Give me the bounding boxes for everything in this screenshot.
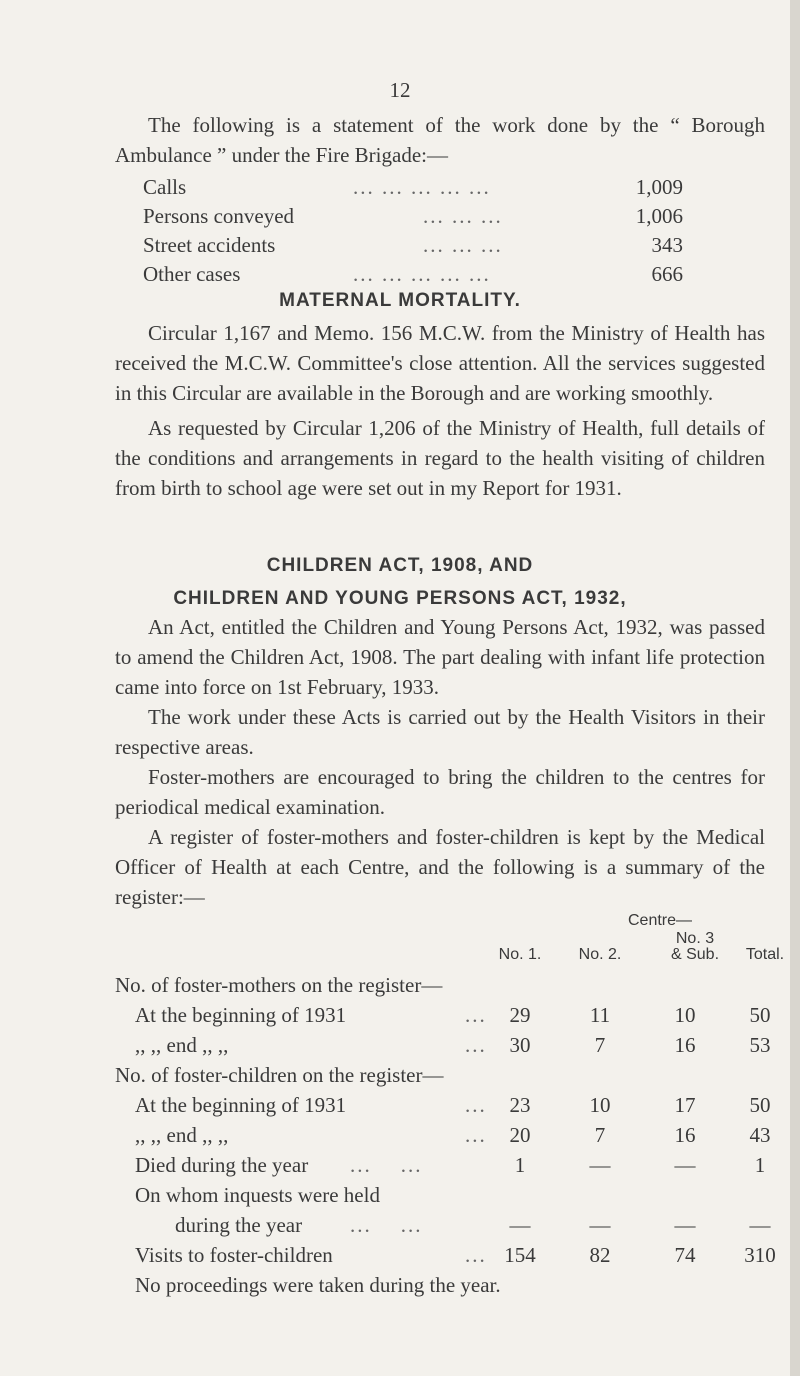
table-row: ,, ,, end ,, ,, ... 30 7 16 53 [115,1030,775,1060]
table-section-heading: No. of foster-mothers on the register— [115,973,443,997]
leader-dots: ... ... [350,1153,423,1177]
maternal-paragraph-2: As requested by Circular 1,206 of the Ministry of Health, full details of the conditions and arrangements in regard to the health visiting of children from birth to school age were set out in my Report for 1931. [115,416,765,500]
ambulance-intro: The following is a statement of the work done by the “ Borough Ambulance ” under the Fire Brigade:— [115,113,765,167]
leader-dots: ... [465,1033,487,1057]
heading-maternal-mortality: MATERNAL MORTALITY. [279,290,521,311]
table-row: Visits to foster-children ... 154 82 74 310 [115,1240,775,1270]
leader-dots: ... ... ... [423,233,503,257]
table-header-total: Total. [745,946,785,963]
ambulance-row-label: Other cases [143,262,241,286]
leader-dots: ... ... ... ... ... [353,262,491,286]
leader-dots: ... [465,1243,487,1267]
table-row: At the beginning of 1931 ... 29 11 10 50 [115,1000,775,1030]
table-row: during the year ... ... — — — — [115,1210,775,1240]
children-paragraph-2: The work under these Acts is carried out by the Health Visitors in their respective areas. [115,705,765,759]
heading-children-act-2: CHILDREN AND YOUNG PERSONS ACT, 1932, [173,588,627,609]
ambulance-row-value: 1,009 [635,175,683,199]
table-row: ,, ,, end ,, ,, ... 20 7 16 43 [115,1120,775,1150]
ambulance-row-label: Street accidents [143,233,276,257]
ambulance-row-label: Persons conveyed [143,204,295,228]
leader-dots: ... ... [350,1213,423,1237]
maternal-paragraph-1: Circular 1,167 and Memo. 156 M.C.W. from the Ministry of Health has received the M.C.W. Committee's close attention. All the services suggested in this Circular are available in the Borough and are working smoothly. [115,321,765,405]
leader-dots: ... [465,1123,487,1147]
ambulance-row-value: 1,006 [635,204,683,228]
ambulance-row [143,201,703,231]
table-header-no3-line1: No. 3 [675,930,715,947]
children-paragraph-3: Foster-mothers are encouraged to bring the children to the centres for periodical medical examination. [115,765,765,819]
leader-dots: ... ... ... [423,204,503,228]
page-edge-shadow [790,0,800,1376]
table-header-no3-line2: & Sub. [670,946,720,963]
table-header-group: Centre— [627,912,693,929]
closing-note: No proceedings were taken during the year. [135,1273,501,1297]
heading-children-act-1: CHILDREN ACT, 1908, AND [266,555,534,576]
table-row: At the beginning of 1931 ... 23 10 17 50 [115,1090,775,1120]
ambulance-row-value: 343 [651,233,683,257]
leader-dots: ... [465,1003,487,1027]
children-paragraph-1: An Act, entitled the Children and Young Persons Act, 1932, was passed to amend the Children Act, 1908. The part dealing with infant life protection came into force on 1st February, 1933. [115,615,765,699]
ambulance-row-value: 666 [651,262,683,286]
page-number: 12 [389,78,411,102]
table-row-label-line1: On whom inquests were held [135,1183,380,1207]
ambulance-row [143,259,703,289]
leader-dots: ... [465,1093,487,1117]
table-section-heading: No. of foster-children on the register— [115,1063,444,1087]
ambulance-row [143,172,703,202]
ambulance-row [143,230,703,260]
table-row: Died during the year ... ... 1 — — 1 [115,1150,775,1180]
table-header-no1: No. 1. [498,946,542,963]
ambulance-row-label: Calls [143,175,187,199]
table-header-no2: No. 2. [578,946,622,963]
leader-dots: ... ... ... ... ... [353,175,491,199]
children-paragraph-4: A register of foster-mothers and foster-children is kept by the Medical Officer of Health at each Centre, and the following is a summary of the register:— [115,825,765,909]
